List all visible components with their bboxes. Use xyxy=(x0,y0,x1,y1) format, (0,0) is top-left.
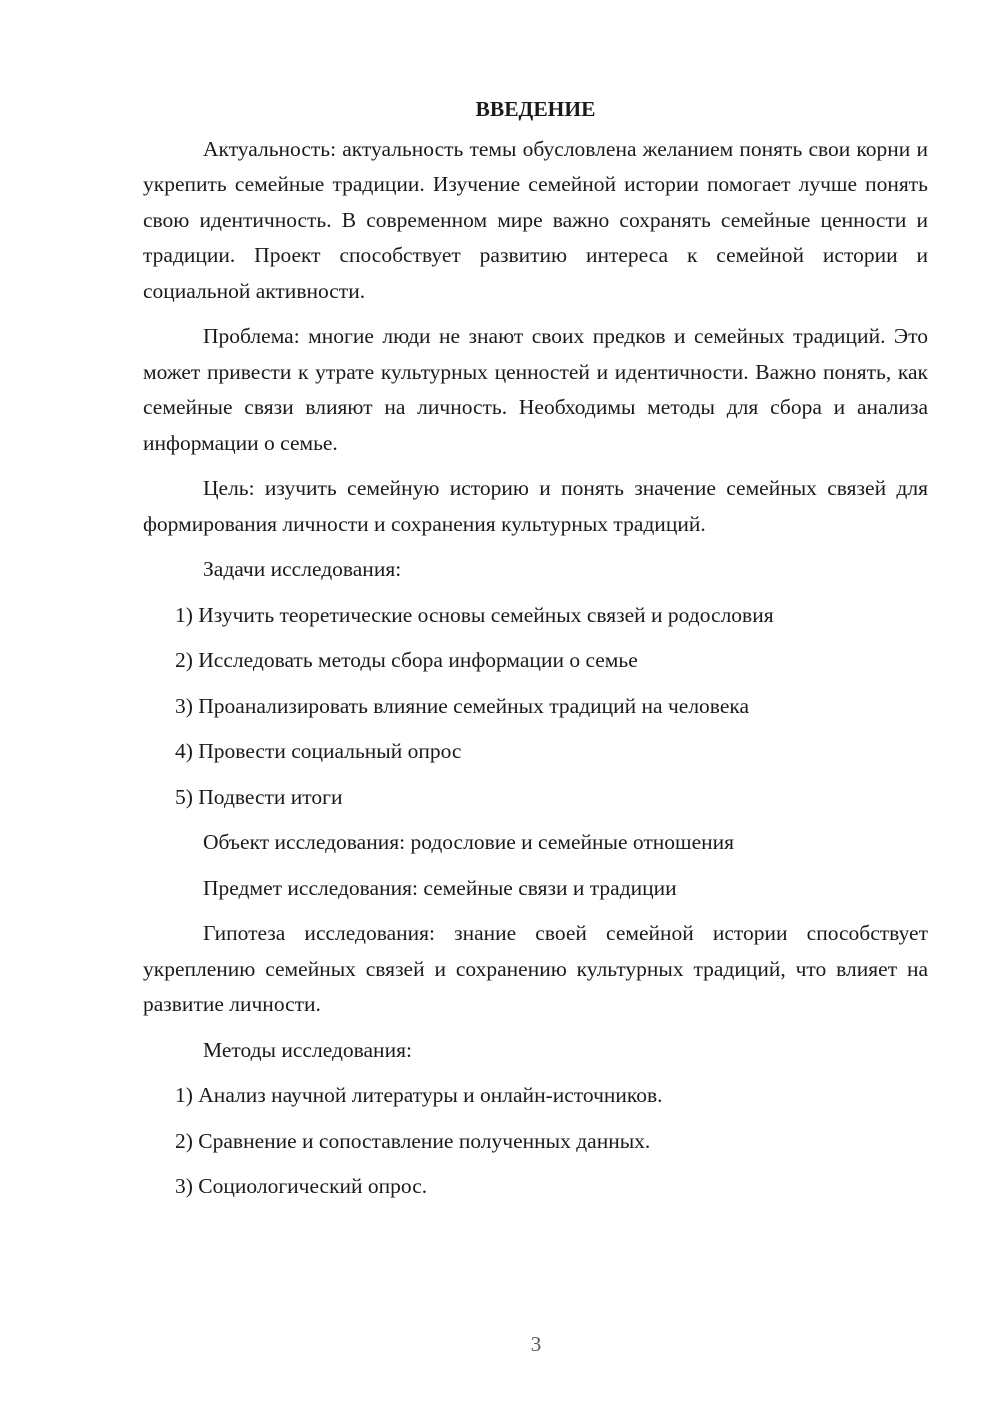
method-item: 2) Сравнение и сопоставление полученных данных. xyxy=(175,1128,651,1153)
methods-heading: Методы исследования: xyxy=(203,1037,412,1062)
task-item: 5) Подвести итоги xyxy=(175,784,343,809)
page-number: 3 xyxy=(530,1332,542,1356)
relevance-paragraph: Актуальность: актуальность темы обусловлена желанием понять свои корни и укрепить семейные традиции. Изучение семейной истории помогает лучше понять свою идентичность. В современном мире важно сохранять семейные ценности и традиции. Проект способствует развитию интереса к семейной истории и социальной активности. xyxy=(143,136,928,303)
document-body xyxy=(143,92,928,1215)
task-item: 3) Проанализировать влияние семейных традиций на человека xyxy=(175,693,750,718)
subject-line: Предмет исследования: семейные связи и традиции xyxy=(203,875,677,900)
task-item: 1) Изучить теоретические основы семейных связей и родословия xyxy=(175,602,774,627)
method-item: 1) Анализ научной литературы и онлайн-источников. xyxy=(175,1083,663,1107)
hypothesis-paragraph: Гипотеза исследования: знание своей семейной истории способствует укреплению семейных связей и сохранению культурных традиций, что влияет на развитие личности. xyxy=(143,921,928,1016)
object-line: Объект исследования: родословие и семейные отношения xyxy=(203,830,735,854)
tasks-heading: Задачи исследования: xyxy=(203,557,402,581)
task-item: 2) Исследовать методы сбора информации о семье xyxy=(175,648,638,672)
task-item: 4) Провести социальный опрос xyxy=(175,739,462,763)
section-title: ВВЕДЕНИЕ xyxy=(475,97,596,121)
method-item: 3) Социологический опрос. xyxy=(175,1174,428,1198)
goal-paragraph: Цель: изучить семейную историю и понять значение семейных связей для формирования личности и сохранения культурных традиций. xyxy=(143,476,928,536)
problem-paragraph: Проблема: многие люди не знают своих предков и семейных традиций. Это может привести к утрате культурных ценностей и идентичности. Важно понять, как семейные связи влияют на личность. Необходимы методы для сбора и анализа информации о семье. xyxy=(143,324,928,455)
